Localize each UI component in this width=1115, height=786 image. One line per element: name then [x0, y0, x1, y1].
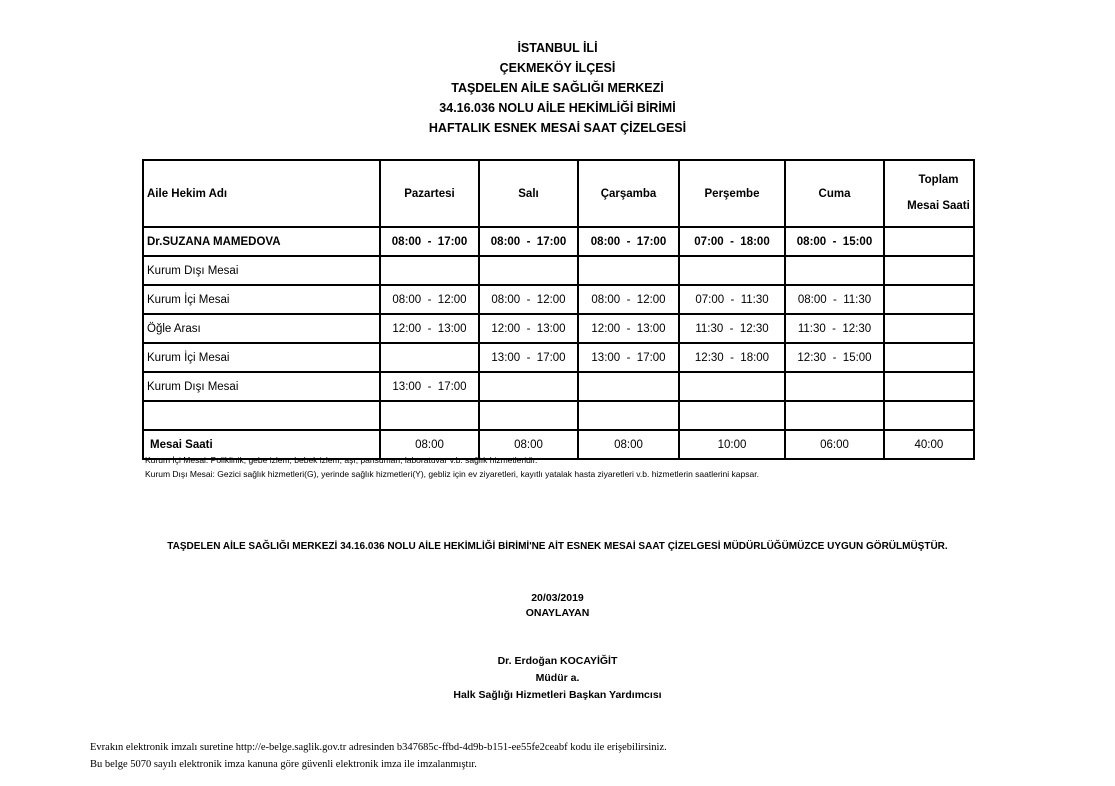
totals-thursday: 10:00 [679, 430, 785, 459]
table-row [143, 372, 974, 401]
header-total-hours [884, 160, 974, 227]
row-cell [679, 256, 785, 285]
totals-wednesday: 08:00 [578, 430, 679, 459]
row-cell: 12:00 - 13:00 [578, 314, 679, 343]
row-cell [578, 401, 679, 430]
doctor-hours-total [884, 227, 974, 256]
document-title-block [0, 38, 1115, 138]
header-wednesday: Çarşamba [578, 160, 679, 227]
approval-date: 20/03/2019 [531, 592, 584, 604]
approval-statement: TAŞDELEN AİLE SAĞLIĞI MERKEZİ 34.16.036 NOLU AİLE HEKİMLİĞİ BİRİMİ'NE AİT ESNEK MESAİ SAAT ÇİZELGESİ MÜDÜRLÜĞÜMÜZCE UYGUN GÖRÜLMÜŞTÜR. [167, 541, 948, 552]
row-cell: 11:30 - 12:30 [679, 314, 785, 343]
row-cell: 12:30 - 18:00 [679, 343, 785, 372]
title-schedule: HAFTALIK ESNEK MESAİ SAAT ÇİZELGESİ [428, 121, 687, 135]
row-cell: 12:30 - 15:00 [785, 343, 884, 372]
row-total [884, 401, 974, 430]
row-total [884, 285, 974, 314]
row-cell [679, 372, 785, 401]
row-total [884, 256, 974, 285]
row-cell [479, 372, 578, 401]
totals-friday: 06:00 [785, 430, 884, 459]
header-total-line2: Mesai Saati [907, 200, 970, 212]
row-cell: 08:00 - 12:00 [479, 285, 578, 314]
row-cell [479, 401, 578, 430]
header-thursday: Perşembe [679, 160, 785, 227]
doctor-hours-thursday: 07:00 - 18:00 [679, 227, 785, 256]
header-doctor-name: Aile Hekim Adı [143, 160, 380, 227]
row-cell [380, 256, 479, 285]
row-label: Kurum Dışı Mesai [143, 256, 380, 285]
row-label: Kurum Dışı Mesai [143, 372, 380, 401]
totals-label: Mesai Saati [143, 430, 380, 459]
row-total [884, 314, 974, 343]
row-cell: 08:00 - 12:00 [380, 285, 479, 314]
row-label: Kurum İçi Mesai [143, 343, 380, 372]
doctor-name: Dr.SUZANA MAMEDOVA [143, 227, 380, 256]
footnotes [145, 453, 759, 481]
approval-date-block [0, 591, 1115, 621]
row-label: Öğle Arası [143, 314, 380, 343]
row-cell: 08:00 - 11:30 [785, 285, 884, 314]
e-signature-footer [90, 739, 667, 773]
row-label [143, 401, 380, 430]
totals-monday: 08:00 [380, 430, 479, 459]
row-cell [785, 372, 884, 401]
totals-tuesday: 08:00 [479, 430, 578, 459]
table-row [143, 401, 974, 430]
row-cell [380, 343, 479, 372]
row-cell: 07:00 - 11:30 [679, 285, 785, 314]
row-cell [578, 256, 679, 285]
doctor-hours-tuesday: 08:00 - 17:00 [479, 227, 578, 256]
row-total [884, 372, 974, 401]
note-external-hours: Kurum Dışı Mesai: Gezici sağlık hizmetleri(G), yerinde sağlık hizmetleri(Y), gebliz için ev ziyaretleri, kayıtlı yatalak hasta ziyaretleri v.b. hizmetlerin saatlerini kapsar. [145, 469, 759, 479]
row-cell: 13:00 - 17:00 [479, 343, 578, 372]
title-district: ÇEKMEKÖY İLÇESİ [499, 61, 616, 75]
row-cell [578, 372, 679, 401]
table-row [143, 285, 974, 314]
approved-by-label: ONAYLAYAN [525, 607, 590, 619]
signer-name: Dr. Erdoğan KOCAYİĞİT [497, 655, 618, 667]
row-cell [679, 401, 785, 430]
row-cell: 13:00 - 17:00 [578, 343, 679, 372]
row-label: Kurum İçi Mesai [143, 285, 380, 314]
footer-legal-line: Bu belge 5070 sayılı elektronik imza kanuna göre güvenli elektronik imza ile imzalanmıştır. [90, 759, 477, 770]
doctor-hours-wednesday: 08:00 - 17:00 [578, 227, 679, 256]
signer-block [0, 653, 1115, 704]
row-total [884, 343, 974, 372]
title-province: İSTANBUL İLİ [517, 41, 598, 55]
row-cell [785, 401, 884, 430]
row-cell [785, 256, 884, 285]
row-cell: 13:00 - 17:00 [380, 372, 479, 401]
title-unit: 34.16.036 NOLU AİLE HEKİMLİĞİ BİRİMİ [439, 101, 676, 115]
signer-role: Müdür a. [535, 672, 580, 684]
row-cell [479, 256, 578, 285]
doctor-row [143, 227, 974, 256]
row-cell: 08:00 - 12:00 [578, 285, 679, 314]
signer-title: Halk Sağlığı Hizmetleri Başkan Yardımcısı [453, 689, 662, 701]
header-friday: Cuma [785, 160, 884, 227]
header-total-line1: Toplam [918, 174, 959, 186]
table-row [143, 256, 974, 285]
table-row [143, 343, 974, 372]
footer-verification-line: Evrakın elektronik imzalı suretine http://e-belge.saglik.gov.tr adresinden b347685c-ffbd-4d9b-b151-ee55fe2ceabf kodu ile erişebilirsiniz. [90, 742, 667, 753]
table-header-row [143, 160, 974, 227]
schedule-table [142, 159, 975, 460]
row-cell: 12:00 - 13:00 [479, 314, 578, 343]
note-internal-hours: Kurum İçi Mesai: Poliklinik, gebe izlem, bebek izlem, aşı, pansuman, laboratuvar v.b. sağlık hizmetleridir. [145, 455, 538, 465]
header-tuesday: Salı [479, 160, 578, 227]
title-health-center: TAŞDELEN AİLE SAĞLIĞI MERKEZİ [451, 81, 664, 95]
doctor-hours-friday: 08:00 - 15:00 [785, 227, 884, 256]
row-cell [380, 401, 479, 430]
totals-weekly: 40:00 [884, 430, 974, 459]
doctor-hours-monday: 08:00 - 17:00 [380, 227, 479, 256]
table-row [143, 314, 974, 343]
row-cell: 12:00 - 13:00 [380, 314, 479, 343]
header-monday: Pazartesi [380, 160, 479, 227]
row-cell: 11:30 - 12:30 [785, 314, 884, 343]
